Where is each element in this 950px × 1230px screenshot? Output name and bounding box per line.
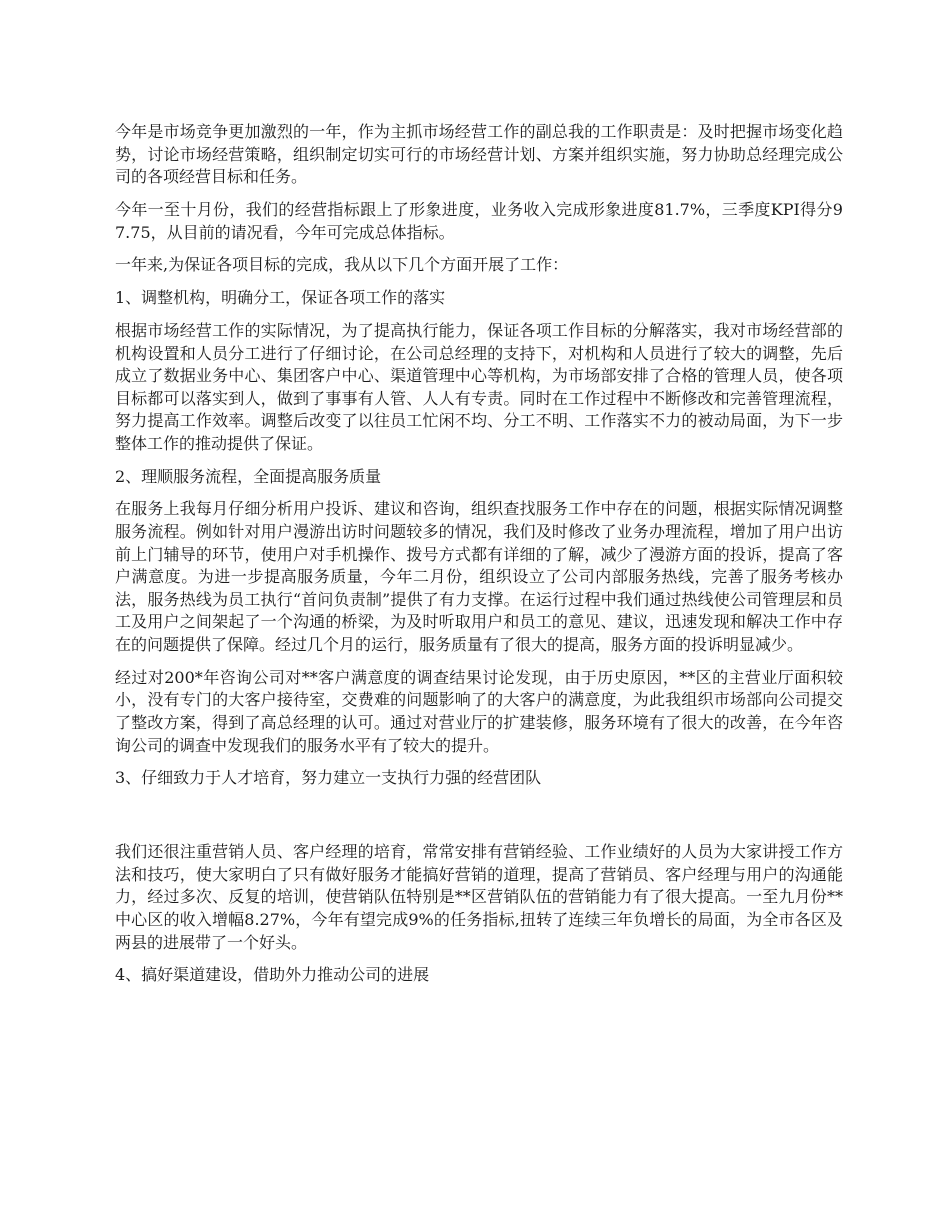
section-1-paragraph: 根据市场经营工作的实际情况，为了提高执行能力，保证各项工作目标的分解落实，我对市场经营部的机构设置和人员分工进行了仔细讨论，在公司总经理的支持下，对机构和人员进行了较大的调整，先后成立了数据业务中心、集团客户中心、渠道管理中心等机构，为市场部安排了合格的管理人员，使各项目标都可以落实到人，做到了事事有人管、人人有专责。同时在工作过程中不断修改和完善管理流程，努力提高工作效率。调整后改变了以往员工忙闲不均、分工不明、工作落实不力的被动局面，为下一步整体工作的推动提供了保证。: [115, 320, 843, 453]
section-heading-4: 4、搞好渠道建设，借助外力推动公司的进展: [115, 965, 430, 985]
overview-paragraph: 一年来,为保证各项目标的完成，我从以下几个方面开展了工作：: [115, 255, 569, 275]
section-heading-2: 2、理顺服务流程，全面提高服务质量: [115, 466, 382, 486]
document-body: [115, 121, 843, 997]
section-heading-1: 1、调整机构，明确分工，保证各项工作的落实: [115, 288, 446, 308]
performance-paragraph: 今年一至十月份，我们的经营指标跟上了形象进度，业务收入完成形象进度81.7%，三季度KPI得分97.75，从目前的请况看，今年可完成总体指标。: [115, 199, 843, 242]
blank-gap: [115, 800, 843, 841]
section-2-paragraph-2: 经过对200*年咨询公司对**客户满意度的调查结果讨论发现，由于历史原因，**区的主营业厅面积较小，没有专门的大客户接待室，交费难的问题影响了的大客户的满意度，为此我组织市场部向公司提交了整改方案，得到了高总经理的认可。通过对营业厅的扩建装修，服务环境有了很大的改善，在今年咨询公司的调查中发现我们的服务水平有了较大的提升。: [115, 667, 843, 755]
intro-paragraph: 今年是市场竞争更加激烈的一年，作为主抓市场经营工作的副总我的工作职责是：及时把握市场变化趋势，讨论市场经营策略，组织制定切实可行的市场经营计划、方案并组织实施，努力协助总经理完成公司的各项经营目标和任务。: [115, 122, 843, 187]
section-3-paragraph: 我们还很注重营销人员、客户经理的培育，常常安排有营销经验、工作业绩好的人员为大家讲授工作方法和技巧，使大家明白了只有做好服务才能搞好营销的道理，提高了营销员、客户经理与用户的沟通能力，经过多次、反复的培训，使营销队伍特别是**区营销队伍的营销能力有了很大提高。一至九月份**中心区的收入增幅8.27%，今年有望完成9%的任务指标,扭转了连续三年负增长的局面，为全市各区及两县的进展带了一个好头。: [115, 842, 843, 952]
section-heading-3: 3、仔细致力于人才培育，努力建立一支执行力强的经营团队: [115, 768, 542, 788]
section-2-paragraph-1: 在服务上我每月仔细分析用户投诉、建议和咨询，组织查找服务工作中存在的问题，根据实际情况调整服务流程。例如针对用户漫游出访时问题较多的情况，我们及时修改了业务办理流程，增加了用户出访前上门辅导的环节，使用户对手机操作、拨号方式都有详细的了解，减少了漫游方面的投诉，提高了客户满意度。为进一步提高服务质量，今年二月份，组织设立了公司内部服务热线，完善了服务考核办法，服务热线为员工执行“首问负责制”提供了有力支撑。在运行过程中我们通过热线使公司管理层和员工及用户之间架起了一个沟通的桥梁，为及时听取用户和员工的意见、建议，迅速发现和解决工作中存在的问题提供了保障。经过几个月的运行，服务质量有了很大的提高，服务方面的投诉明显减少。: [115, 499, 843, 654]
